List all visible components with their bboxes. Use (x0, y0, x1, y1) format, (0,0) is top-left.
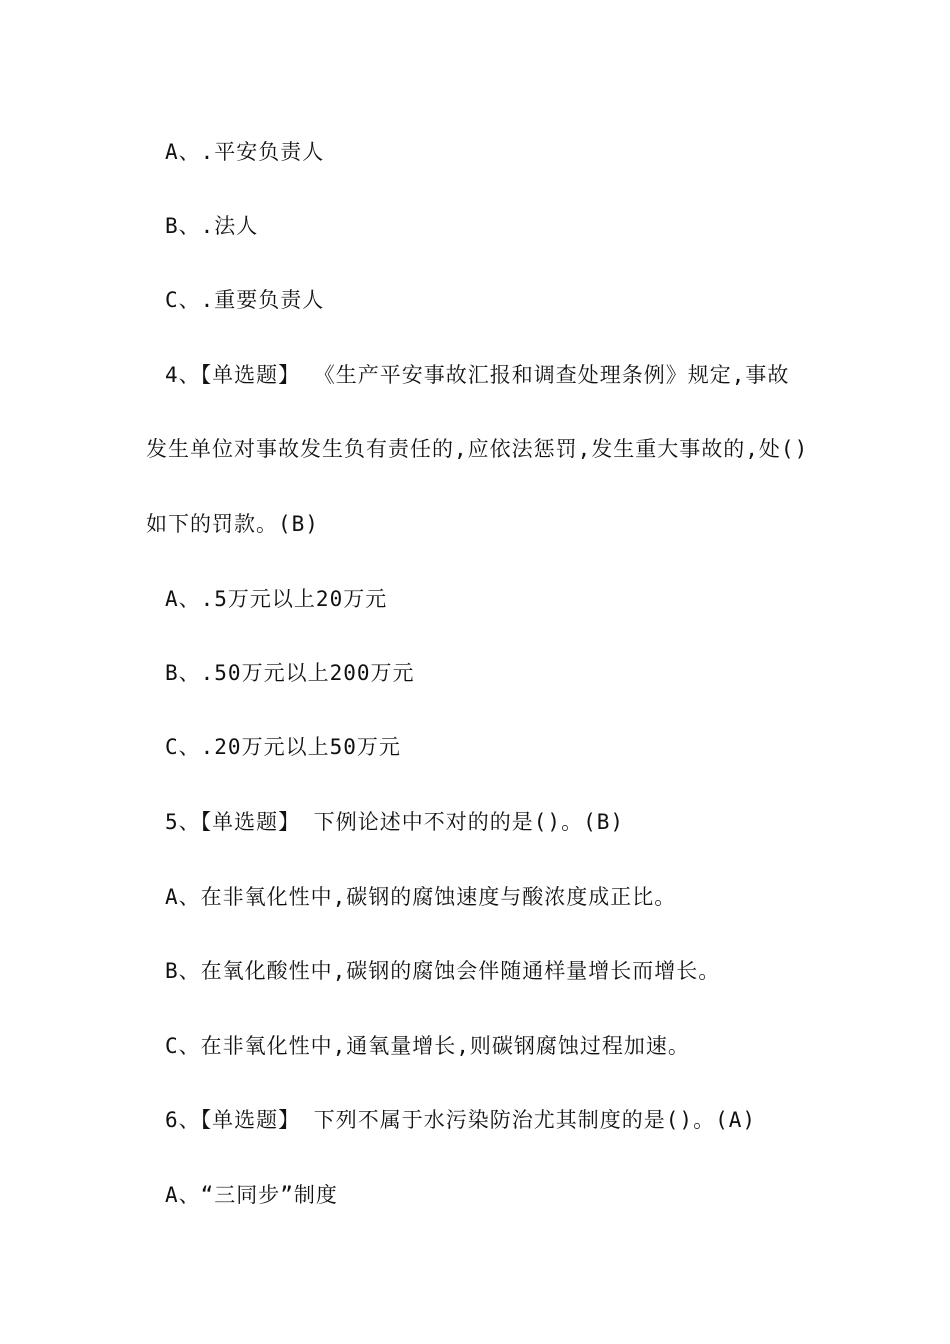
q3-option-a: A、.平安负责人 (165, 140, 325, 164)
q3-option-c: C、.重要负责人 (165, 288, 325, 312)
q5-question-line1: 5、【单选题】 下例论述中不对的的是()。(B) (165, 810, 624, 834)
q5-option-c: C、在非氧化性中,通氧量增长,则碳钢腐蚀过程加速。 (165, 1034, 690, 1058)
q5-option-b: B、在氧化酸性中,碳钢的腐蚀会伴随通样量增长而增长。 (165, 959, 721, 983)
q4-option-b: B、.50万元以上200万元 (165, 661, 415, 685)
q4-option-a: A、.5万元以上20万元 (165, 587, 388, 611)
q5-option-a: A、在非氧化性中,碳钢的腐蚀速度与酸浓度成正比。 (165, 885, 677, 909)
q4-question-line2: 发生单位对事故发生负有责任的,应依法惩罚,发生重大事故的,处() (146, 437, 809, 461)
q6-question-line1: 6、【单选题】 下列不属于水污染防治尤其制度的是()。(A) (165, 1108, 756, 1132)
q4-question-line1: 4、【单选题】 《生产平安事故汇报和调查处理条例》规定,事故 (165, 363, 790, 387)
q4-question-line3: 如下的罚款。(B) (146, 512, 319, 536)
q3-option-b: B、.法人 (165, 214, 259, 238)
q4-option-c: C、.20万元以上50万元 (165, 735, 401, 759)
q6-option-a: A、“三同步”制度 (165, 1183, 338, 1207)
